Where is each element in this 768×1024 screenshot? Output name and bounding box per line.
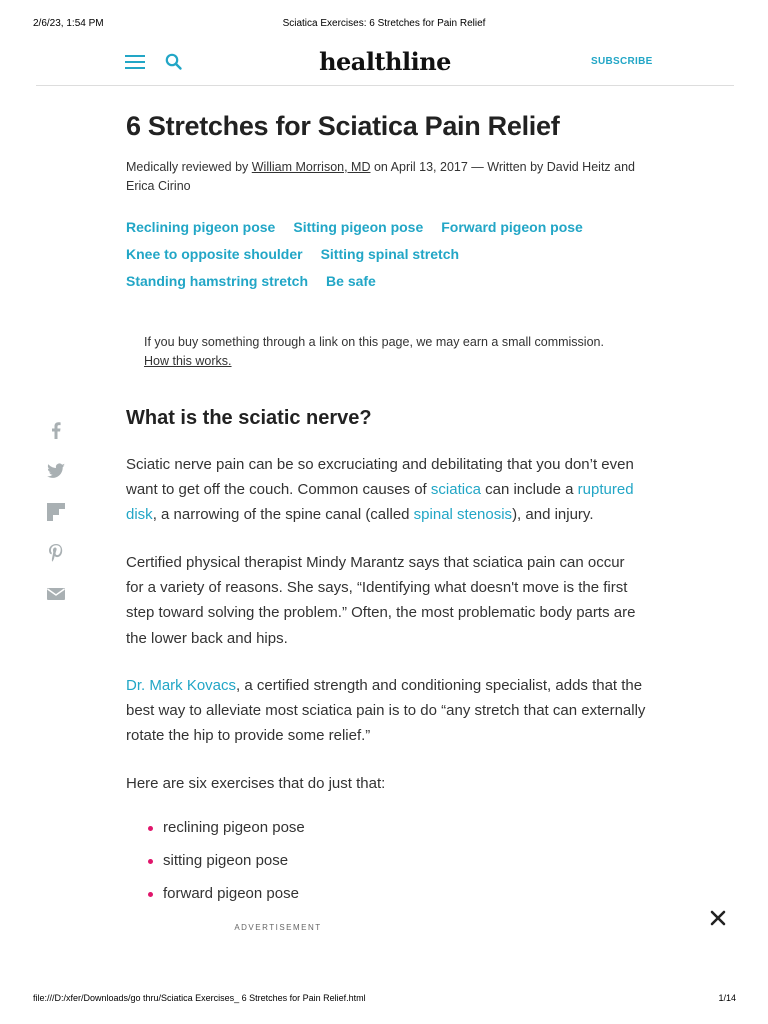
mark-kovacs-link[interactable]: Dr. Mark Kovacs xyxy=(126,676,237,694)
ruptured-disk-link[interactable]: ruptured disk xyxy=(126,481,634,524)
toc-knee-to-opposite-shoulder[interactable]: Knee to opposite shoulder xyxy=(126,245,303,262)
sciatica-link[interactable]: sciatica xyxy=(430,481,481,499)
byline-prefix: Medically reviewed by xyxy=(126,159,252,174)
spinal-stenosis-link[interactable]: spinal stenosis xyxy=(413,506,513,524)
list-item: reclining pigeon pose xyxy=(148,818,646,851)
subscribe-link[interactable]: SUBSCRIBE xyxy=(591,56,653,67)
print-url: file:///D:/xfer/Downloads/go thru/Sciatica Exercises_ 6 Stretches for Pain Relief.html xyxy=(33,993,366,1003)
toc-forward-pigeon-pose[interactable]: Forward pigeon pose xyxy=(441,218,583,235)
print-page-number: 1/14 xyxy=(718,993,736,1003)
p3-text: , a certified strength and conditioning specialist, adds that the best way to alleviate most sciatica pain is to do “any stretch that can externally rotate the hip to provide some relief.” xyxy=(126,676,646,745)
toc-sitting-pigeon-pose[interactable]: Sitting pigeon pose xyxy=(293,218,424,235)
paragraph-causes xyxy=(126,452,646,528)
paragraph-therapist: Certified physical therapist Mindy Marantz says that sciatica pain can occur for a variety of reasons. She says, “Identifying what doesn't move is the first step toward solving the problem.” Often, the most problematic body parts are the lower back and hips. xyxy=(126,553,636,647)
twitter-icon[interactable] xyxy=(44,459,68,483)
close-icon[interactable] xyxy=(708,908,728,928)
p1-text-a: Sciatic nerve pain can be so excruciating and debilitating that you don’t even want to get off the couch. Common causes of xyxy=(126,455,634,499)
reviewer-link[interactable]: William Morrison, MD xyxy=(251,159,371,174)
disclosure-text: If you buy something through a link on this page, we may earn a small commission. xyxy=(144,334,604,349)
article-title: 6 Stretches for Sciatica Pain Relief xyxy=(126,111,560,141)
section-heading: What is the sciatic nerve? xyxy=(126,406,372,429)
toc-sitting-spinal-stretch[interactable]: Sitting spinal stretch xyxy=(320,245,460,262)
byline xyxy=(126,158,646,196)
affiliate-disclosure xyxy=(144,333,646,371)
paragraph-intro-list: Here are six exercises that do just that: xyxy=(126,774,386,792)
table-of-contents xyxy=(126,214,646,295)
p1-text-b: can include a xyxy=(480,481,578,499)
list-item: sitting pigeon pose xyxy=(148,851,646,884)
healthline-logo[interactable]: healthline xyxy=(319,47,451,76)
advertisement-label: ADVERTISEMENT xyxy=(234,923,322,932)
pinterest-icon[interactable] xyxy=(44,541,68,565)
print-title: Sciatica Exercises: 6 Stretches for Pain Relief xyxy=(282,18,486,29)
byline-suffix: on April 13, 2017 — Written by David Heitz and Erica Cirino xyxy=(126,159,635,193)
p1-text-c: , a narrowing of the spine canal (called xyxy=(152,506,414,524)
facebook-icon[interactable] xyxy=(44,418,68,442)
how-this-works-link[interactable]: How this works. xyxy=(144,353,232,368)
article xyxy=(126,110,646,917)
exercise-list xyxy=(126,818,646,917)
email-icon[interactable] xyxy=(44,582,68,606)
list-item: forward pigeon pose xyxy=(148,884,646,917)
toc-reclining-pigeon-pose[interactable]: Reclining pigeon pose xyxy=(126,218,276,235)
print-date: 2/6/23, 1:54 PM xyxy=(33,18,104,29)
p1-text-d: ), and injury. xyxy=(512,506,594,524)
toc-be-safe[interactable]: Be safe xyxy=(326,272,376,289)
site-header xyxy=(36,40,734,86)
flipboard-icon[interactable] xyxy=(44,500,68,524)
paragraph-kovacs xyxy=(126,673,646,749)
toc-standing-hamstring-stretch[interactable]: Standing hamstring stretch xyxy=(126,272,309,289)
